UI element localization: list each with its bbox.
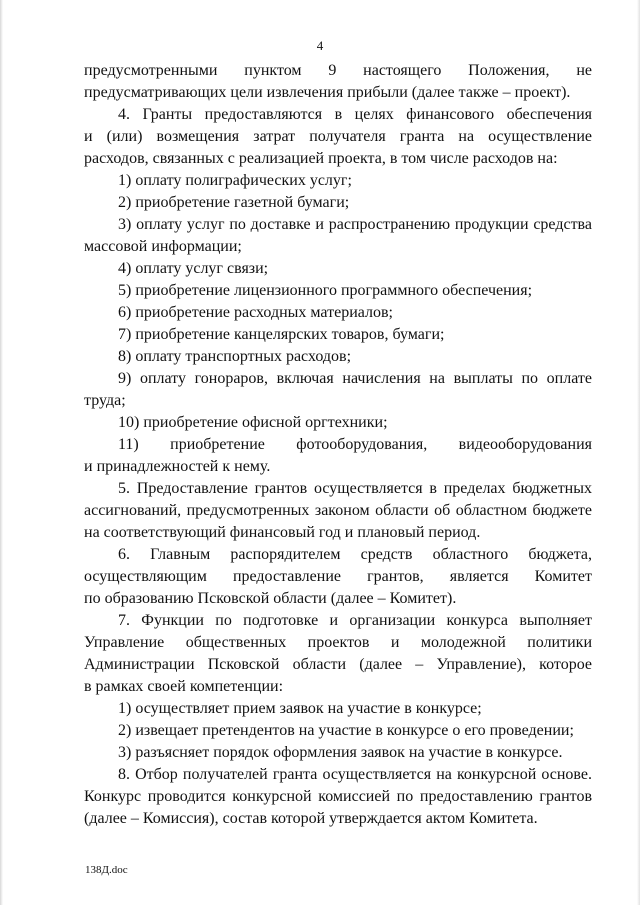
text-line: 10) приобретение офисной оргтехники; (118, 414, 388, 431)
text-line: 1) оплату полиграфических услуг; (118, 172, 352, 189)
text-line: предусмотренными пунктом 9 настоящего Положения, не (84, 62, 592, 79)
text-line: массовой информации; (84, 238, 242, 255)
text-line: Управление общественных проектов и молодежной политики (84, 634, 592, 651)
text-line: и (или) возмещения затрат получателя гранта на осуществление (84, 128, 592, 145)
text-line: труда; (84, 392, 126, 409)
text-line: 4. Гранты предоставляются в целях финансового обеспечения (118, 106, 592, 123)
text-line: и принадлежностей к нему. (84, 458, 271, 475)
page-number: 4 (316, 38, 324, 53)
text-line: Конкурс проводится конкурсной комиссией по предоставлению грантов (84, 788, 592, 805)
text-line: 9) оплату гонораров, включая начисления на выплаты по оплате (118, 370, 592, 387)
text-line: 6. Главным распорядителем средств областного бюджета, (118, 546, 592, 563)
text-line: 3) оплату услуг по доставке и распространению продукции средства (118, 216, 592, 233)
text-line: на соответствующий финансовый год и плановый период. (84, 524, 481, 541)
text-line: 4) оплату услуг связи; (118, 260, 269, 277)
text-line: 11) приобретение фотооборудования, видеооборудования (118, 436, 592, 453)
footer-filename: 138Д.doc (85, 864, 128, 876)
text-line: (далее – Комиссия), состав которой утверждается актом Комитета. (84, 810, 538, 827)
text-line: 6) приобретение расходных материалов; (118, 304, 393, 321)
document-body (84, 60, 592, 830)
text-line: Администрации Псковской области (далее – Управление), которое (84, 656, 592, 673)
text-line: 5) приобретение лицензионного программного обеспечения; (118, 282, 533, 299)
text-line: 8. Отбор получателей гранта осуществляется на конкурсной основе. (118, 766, 592, 783)
text-line: 1) осуществляет прием заявок на участие в конкурсе; (118, 700, 482, 717)
text-line: 3) разъясняет порядок оформления заявок на участие в конкурсе. (118, 744, 563, 761)
scan-edge-left (0, 0, 3, 905)
text-line: 2) приобретение газетной бумаги; (118, 194, 350, 211)
text-line: по образованию Псковской области (далее – Комитет). (84, 590, 457, 607)
text-line: расходов, связанных с реализацией проекта, в том числе расходов на: (84, 150, 558, 167)
text-line: ассигнований, предусмотренных законом области об областном бюджете (84, 502, 592, 519)
text-line: 7. Функции по подготовке и организации конкурса выполняет (118, 612, 592, 629)
text-line: 8) оплату транспортных расходов; (118, 348, 352, 365)
text-line: в рамках своей компетенции: (84, 678, 284, 695)
text-line: 7) приобретение канцелярских товаров, бумаги; (118, 326, 445, 343)
text-line: предусматривающих цели извлечения прибыли (далее также – проект). (84, 84, 571, 101)
text-line: 2) извещает претендентов на участие в конкурсе о его проведении; (118, 722, 574, 739)
text-line: 5. Предоставление грантов осуществляется в пределах бюджетных (118, 480, 592, 497)
text-line: осуществляющим предоставление грантов, является Комитет (84, 568, 592, 585)
